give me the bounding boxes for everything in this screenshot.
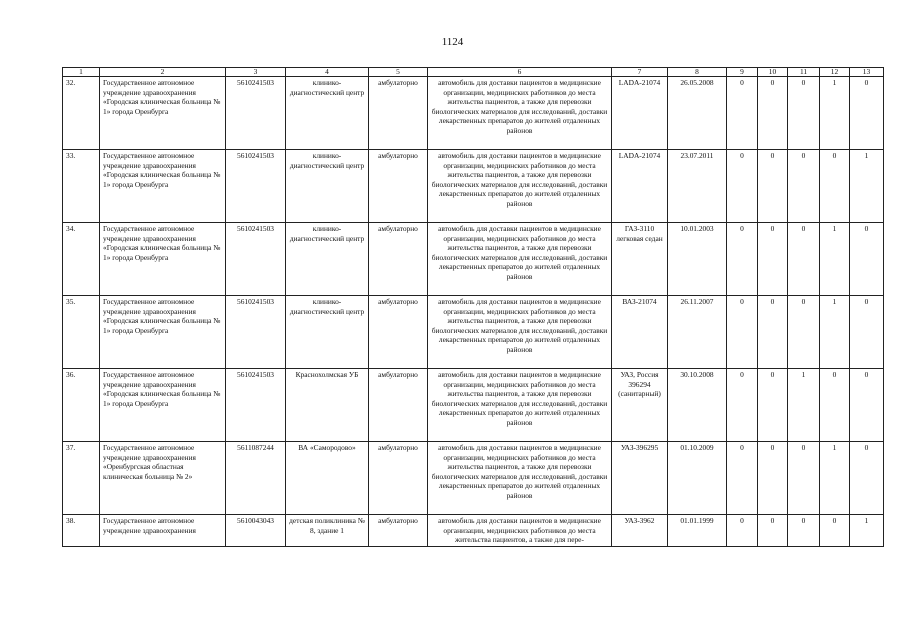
col-9-value: 0 xyxy=(727,369,758,442)
column-header-13: 13 xyxy=(850,68,884,77)
registration-date: 01.10.2009 xyxy=(668,442,727,515)
inn-code: 5610241503 xyxy=(226,150,286,223)
organization-name: Государственное автономное учреждение здравоохранения «Городская клиническая больница № 1» города Оренбурга xyxy=(100,77,226,150)
col-11-value: 0 xyxy=(788,77,820,150)
vehicle-purpose: автомобиль для доставки пациентов в медицинские организации, медицинских работников до места жительства пациентов, а также для пере- xyxy=(428,515,612,547)
vehicle-purpose: автомобиль для доставки пациентов в медицинские организации, медицинских работников до места жительства пациентов, а также для перевозки биологических материалов для исследований, доставки лекарственных препаратов до жителей отдаленных районов xyxy=(428,150,612,223)
registration-date: 30.10.2008 xyxy=(668,369,727,442)
table-row xyxy=(63,515,884,547)
col-10-value: 0 xyxy=(758,77,788,150)
table-row xyxy=(63,150,884,223)
column-header-11: 11 xyxy=(788,68,820,77)
organization-name: Государственное автономное учреждение здравоохранения «Городская клиническая больница № 1» города Оренбурга xyxy=(100,369,226,442)
col-10-value: 0 xyxy=(758,296,788,369)
row-number: 34. xyxy=(63,223,100,296)
vehicle-purpose: автомобиль для доставки пациентов в медицинские организации, медицинских работников до места жительства пациентов, а также для перевозки биологических материалов для исследований, доставки лекарственных препаратов до жителей отдаленных районов xyxy=(428,296,612,369)
row-number: 37. xyxy=(63,442,100,515)
vehicle-model: LADA-21074 xyxy=(612,150,668,223)
column-header-row xyxy=(63,68,884,77)
subdivision-name: клинико-диагностический центр xyxy=(286,150,369,223)
care-type: амбулаторно xyxy=(369,296,428,369)
organization-name: Государственное автономное учреждение здравоохранения xyxy=(100,515,226,547)
col-12-value: 0 xyxy=(820,150,850,223)
col-11-value: 0 xyxy=(788,223,820,296)
col-13-value: 0 xyxy=(850,223,884,296)
column-header-8: 8 xyxy=(668,68,727,77)
column-header-3: 3 xyxy=(226,68,286,77)
column-header-9: 9 xyxy=(727,68,758,77)
inn-code: 5610241503 xyxy=(226,223,286,296)
subdivision-name: Краснохолмская УБ xyxy=(286,369,369,442)
table-body xyxy=(63,68,884,547)
col-12-value: 1 xyxy=(820,77,850,150)
organization-name: Государственное автономное учреждение здравоохранения «Городская клиническая больница № 1» города Оренбурга xyxy=(100,150,226,223)
vehicle-purpose: автомобиль для доставки пациентов в медицинские организации, медицинских работников до места жительства пациентов, а также для перевозки биологических материалов для исследований, доставки лекарственных препаратов до жителей отдаленных районов xyxy=(428,369,612,442)
column-header-6: 6 xyxy=(428,68,612,77)
col-10-value: 0 xyxy=(758,150,788,223)
organization-name: Государственное автономное учреждение здравоохранения «Городская клиническая больница № 1» города Оренбурга xyxy=(100,223,226,296)
inn-code: 5610241503 xyxy=(226,369,286,442)
column-header-4: 4 xyxy=(286,68,369,77)
table-row xyxy=(63,369,884,442)
col-10-value: 0 xyxy=(758,223,788,296)
vehicles-table xyxy=(62,67,884,547)
col-9-value: 0 xyxy=(727,77,758,150)
vehicle-model: LADA-21074 xyxy=(612,77,668,150)
col-13-value: 0 xyxy=(850,296,884,369)
care-type: амбулаторно xyxy=(369,442,428,515)
column-header-5: 5 xyxy=(369,68,428,77)
col-12-value: 0 xyxy=(820,515,850,547)
col-13-value: 1 xyxy=(850,515,884,547)
col-12-value: 1 xyxy=(820,223,850,296)
col-13-value: 1 xyxy=(850,150,884,223)
col-12-value: 1 xyxy=(820,442,850,515)
care-type: амбулаторно xyxy=(369,77,428,150)
column-header-7: 7 xyxy=(612,68,668,77)
inn-code: 5610043043 xyxy=(226,515,286,547)
registration-date: 01.01.1999 xyxy=(668,515,727,547)
subdivision-name: ВА «Самородово» xyxy=(286,442,369,515)
table-row xyxy=(63,77,884,150)
col-10-value: 0 xyxy=(758,442,788,515)
registration-date: 26.05.2008 xyxy=(668,77,727,150)
col-9-value: 0 xyxy=(727,515,758,547)
vehicle-model: ВАЗ-21074 xyxy=(612,296,668,369)
registration-date: 10.01.2003 xyxy=(668,223,727,296)
organization-name: Государственное автономное учреждение здравоохранения «Оренбургская областная клиническая больница № 2» xyxy=(100,442,226,515)
care-type: амбулаторно xyxy=(369,223,428,296)
care-type: амбулаторно xyxy=(369,150,428,223)
col-9-value: 0 xyxy=(727,150,758,223)
vehicle-model: ГАЗ-3110 легковая седан xyxy=(612,223,668,296)
col-10-value: 0 xyxy=(758,369,788,442)
table-row xyxy=(63,442,884,515)
col-12-value: 1 xyxy=(820,296,850,369)
organization-name: Государственное автономное учреждение здравоохранения «Городская клиническая больница № 1» города Оренбурга xyxy=(100,296,226,369)
col-13-value: 0 xyxy=(850,369,884,442)
column-header-2: 2 xyxy=(100,68,226,77)
page-number: 1124 xyxy=(441,36,464,48)
inn-code: 5610241503 xyxy=(226,77,286,150)
inn-code: 5611087244 xyxy=(226,442,286,515)
col-13-value: 0 xyxy=(850,77,884,150)
col-11-value: 1 xyxy=(788,369,820,442)
inn-code: 5610241503 xyxy=(226,296,286,369)
column-header-12: 12 xyxy=(820,68,850,77)
row-number: 38. xyxy=(63,515,100,547)
col-11-value: 0 xyxy=(788,442,820,515)
col-9-value: 0 xyxy=(727,223,758,296)
col-12-value: 0 xyxy=(820,369,850,442)
vehicle-model: УАЗ-396295 xyxy=(612,442,668,515)
col-11-value: 0 xyxy=(788,296,820,369)
registration-date: 26.11.2007 xyxy=(668,296,727,369)
table-row xyxy=(63,296,884,369)
col-10-value: 0 xyxy=(758,515,788,547)
col-9-value: 0 xyxy=(727,442,758,515)
registration-date: 23.07.2011 xyxy=(668,150,727,223)
row-number: 35. xyxy=(63,296,100,369)
subdivision-name: клинико-диагностический центр xyxy=(286,77,369,150)
vehicle-model: УАЗ-3962 xyxy=(612,515,668,547)
vehicle-purpose: автомобиль для доставки пациентов в медицинские организации, медицинских работников до места жительства пациентов, а также для перевозки биологических материалов для исследований, доставки лекарственных препаратов до жителей отдаленных районов xyxy=(428,442,612,515)
row-number: 33. xyxy=(63,150,100,223)
subdivision-name: клинико-диагностический центр xyxy=(286,223,369,296)
vehicle-model: УАЗ, Россия 396294 (санитарный) xyxy=(612,369,668,442)
care-type: амбулаторно xyxy=(369,515,428,547)
row-number: 32. xyxy=(63,77,100,150)
column-header-10: 10 xyxy=(758,68,788,77)
col-9-value: 0 xyxy=(727,296,758,369)
vehicle-purpose: автомобиль для доставки пациентов в медицинские организации, медицинских работников до места жительства пациентов, а также для перевозки биологических материалов для исследований, доставки лекарственных препаратов до жителей отдаленных районов xyxy=(428,223,612,296)
subdivision-name: детская поликлиника № 8, здание 1 xyxy=(286,515,369,547)
col-11-value: 0 xyxy=(788,150,820,223)
column-header-1: 1 xyxy=(63,68,100,77)
col-13-value: 0 xyxy=(850,442,884,515)
subdivision-name: клинико-диагностический центр xyxy=(286,296,369,369)
col-11-value: 0 xyxy=(788,515,820,547)
table-row xyxy=(63,223,884,296)
vehicle-purpose: автомобиль для доставки пациентов в медицинские организации, медицинских работников до места жительства пациентов, а также для перевозки биологических материалов для исследований, доставки лекарственных препаратов до жителей отдаленных районов xyxy=(428,77,612,150)
row-number: 36. xyxy=(63,369,100,442)
care-type: амбулаторно xyxy=(369,369,428,442)
